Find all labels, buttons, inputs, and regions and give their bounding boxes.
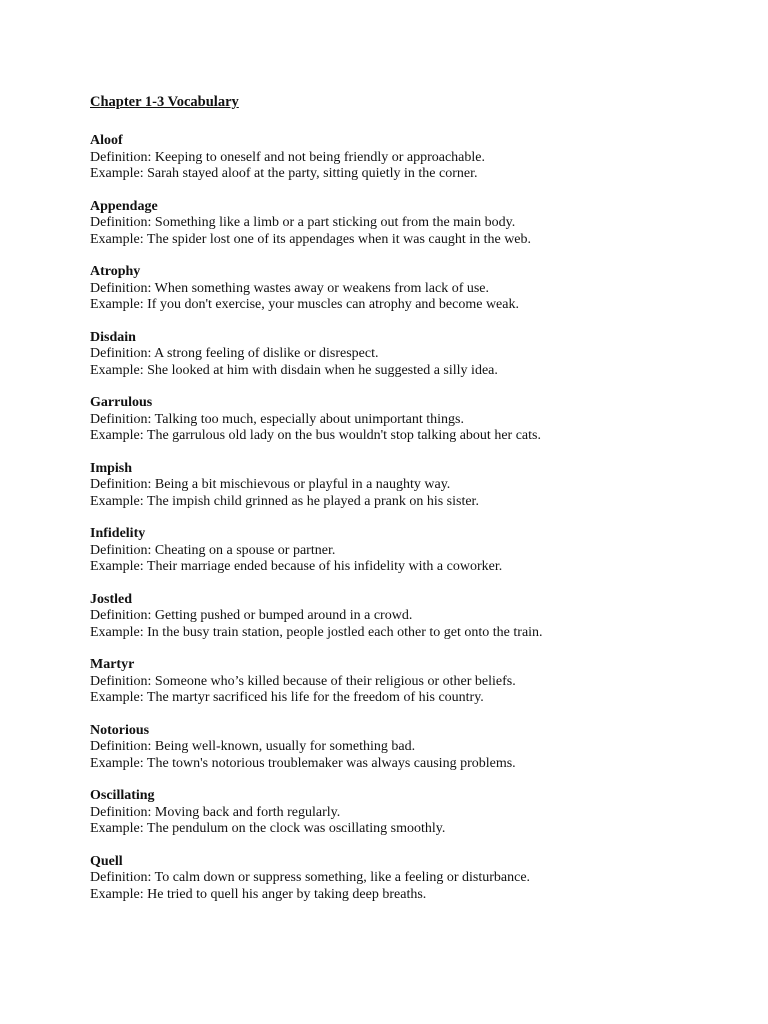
vocab-definition: Definition: Someone who’s killed because of their religious or other beliefs.: [90, 673, 516, 689]
vocab-example: Example: The garrulous old lady on the bus wouldn't stop talking about her cats.: [90, 428, 541, 443]
vocab-definition: Definition: A strong feeling of dislike or disrespect.: [90, 346, 379, 361]
vocab-example: Example: In the busy train station, people jostled each other to get onto the train.: [90, 624, 543, 640]
vocab-definition: Definition: Being well-known, usually for something bad.: [90, 739, 416, 754]
vocab-entry-disdain: [90, 330, 730, 380]
vocab-term: Martyr: [90, 657, 135, 672]
document-page: [90, 94, 730, 919]
vocab-entry-jostled: [90, 592, 730, 642]
vocab-term: Atrophy: [90, 264, 141, 279]
vocab-entry-garrulous: [90, 395, 730, 445]
vocab-definition: Definition: When something wastes away or weakens from lack of use.: [90, 280, 490, 296]
vocab-example: Example: Their marriage ended because of his infidelity with a coworker.: [90, 559, 503, 574]
vocab-example: Example: The martyr sacrificed his life for the freedom of his country.: [90, 690, 484, 705]
vocab-definition: Definition: To calm down or suppress something, like a feeling or disturbance.: [90, 870, 531, 885]
vocab-definition: Definition: Something like a limb or a part sticking out from the main body.: [90, 215, 516, 230]
vocab-example: Example: The spider lost one of its appendages when it was caught in the web.: [90, 231, 532, 247]
vocab-term: Garrulous: [90, 395, 153, 410]
vocab-example: Example: The town's notorious troublemaker was always causing problems.: [90, 755, 516, 771]
vocab-term: Appendage: [90, 198, 158, 214]
vocab-entry-aloof: [90, 133, 730, 183]
vocab-definition: Definition: Moving back and forth regularly.: [90, 804, 341, 820]
vocab-term: Disdain: [90, 329, 136, 345]
vocab-entry-notorious: [90, 723, 730, 773]
vocab-entry-impish: [90, 461, 730, 511]
vocab-definition: Definition: Being a bit mischievous or playful in a naughty way.: [90, 477, 451, 492]
vocab-example: Example: The pendulum on the clock was oscillating smoothly.: [90, 821, 446, 836]
vocab-term: Aloof: [90, 133, 123, 148]
vocab-example: Example: She looked at him with disdain when he suggested a silly idea.: [90, 362, 498, 378]
vocab-entry-quell: [90, 854, 730, 904]
vocab-example: Example: He tried to quell his anger by taking deep breaths.: [90, 886, 427, 902]
vocab-term: Quell: [90, 853, 123, 869]
vocab-entry-infidelity: [90, 526, 730, 576]
page-title: Chapter 1-3 Vocabulary: [90, 94, 239, 110]
vocab-entry-appendage: [90, 199, 730, 249]
vocab-definition: Definition: Keeping to oneself and not being friendly or approachable.: [90, 149, 485, 165]
vocab-example: Example: If you don't exercise, your muscles can atrophy and become weak.: [90, 297, 519, 312]
vocab-term: Oscillating: [90, 788, 155, 803]
vocab-entry-martyr: [90, 657, 730, 707]
vocab-definition: Definition: Getting pushed or bumped around in a crowd.: [90, 608, 413, 623]
vocab-definition: Definition: Cheating on a spouse or partner.: [90, 542, 336, 558]
vocab-term: Infidelity: [90, 526, 146, 541]
vocab-term: Impish: [90, 460, 133, 476]
vocab-example: Example: The impish child grinned as he played a prank on his sister.: [90, 493, 479, 509]
vocab-entry-atrophy: [90, 264, 730, 314]
vocab-example: Example: Sarah stayed aloof at the party, sitting quietly in the corner.: [90, 166, 478, 181]
vocab-definition: Definition: Talking too much, especially about unimportant things.: [90, 411, 464, 427]
vocab-entry-oscillating: [90, 788, 730, 838]
vocab-term: Jostled: [90, 591, 132, 607]
vocab-term: Notorious: [90, 722, 150, 738]
